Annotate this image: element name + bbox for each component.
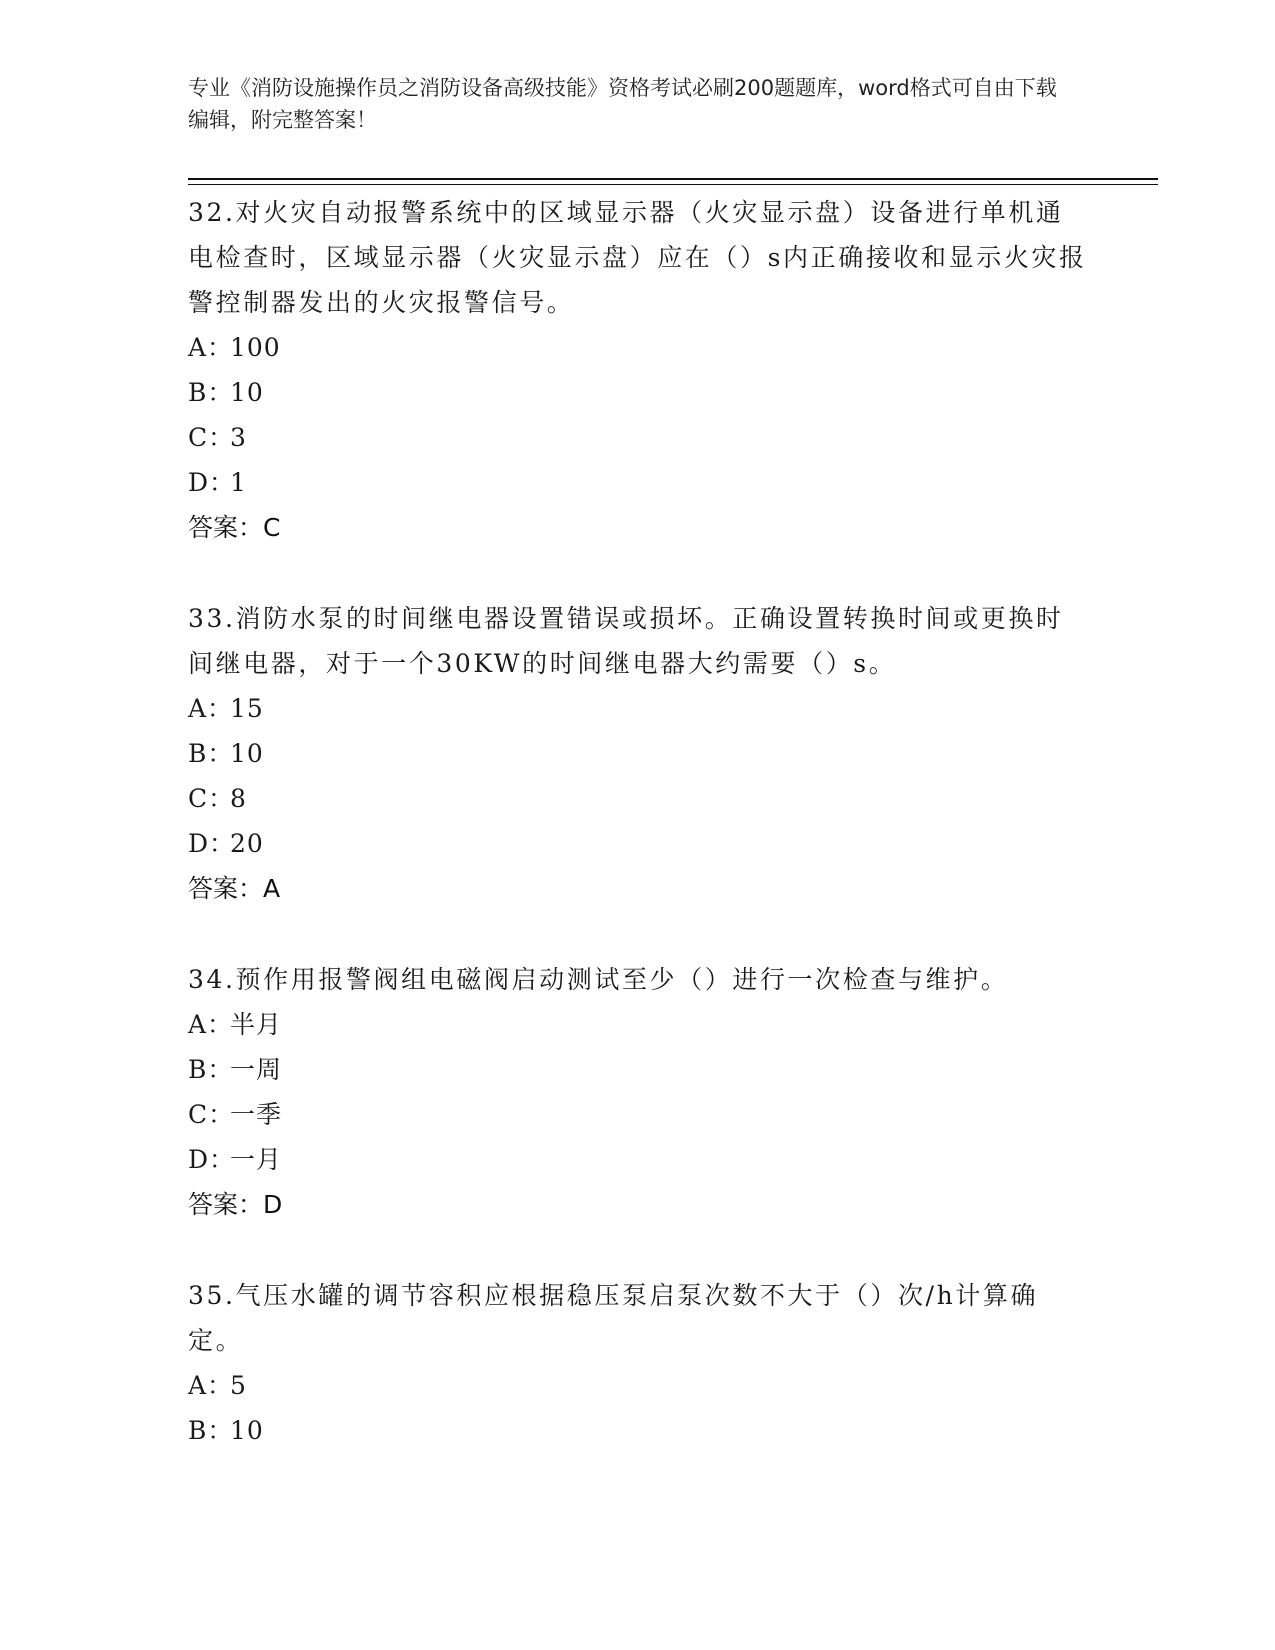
question-34 [188,957,1088,1227]
option-d [188,460,1088,505]
option-value: 8 [230,784,247,813]
answer-line: 答案：D [188,1190,283,1219]
option-value: 10 [230,739,264,768]
option-key: C： [188,784,235,813]
option-key: A： [188,1010,234,1039]
question-33 [188,596,1088,911]
answer-line: 答案：C [188,513,281,542]
option-key: B： [188,739,234,768]
option-key: A： [188,694,234,723]
option-value: 一周 [230,1055,283,1084]
option-value: 20 [230,829,264,858]
option-c [188,776,1088,821]
option-key: D： [188,468,236,497]
option-d [188,1137,1088,1182]
option-b [188,731,1088,776]
option-a [188,1002,1088,1047]
option-value: 10 [230,1416,264,1445]
option-key: B： [188,1055,234,1084]
question-32 [188,190,1088,550]
header-rule-thin [188,184,1158,185]
option-value: 100 [230,333,281,362]
option-key: D： [188,1145,236,1174]
option-a [188,1363,1088,1408]
option-key: B： [188,378,234,407]
question-list [188,190,1088,1453]
option-key: A： [188,333,234,362]
option-a [188,686,1088,731]
option-c [188,1092,1088,1137]
option-key: C： [188,1100,235,1129]
option-value: 一季 [230,1100,283,1129]
option-b [188,1408,1088,1453]
option-b [188,1047,1088,1092]
question-text: 35.气压水罐的调节容积应根据稳压泵启泵次数不大于（）次/h计算确定。 [188,1281,1039,1355]
question-gap [188,550,1088,596]
question-gap [188,911,1088,957]
option-key: D： [188,829,236,858]
question-text: 32.对火灾自动报警系统中的区域显示器（火灾显示盘）设备进行单机通电检查时，区域显示器（火灾显示盘）应在（）s内正确接收和显示火灾报警控制器发出的火灾报警信号。 [188,198,1087,317]
option-value: 15 [230,694,264,723]
option-value: 10 [230,378,264,407]
option-value: 1 [230,468,247,497]
option-a [188,325,1088,370]
document-header: 专业《消防设施操作员之消防设备高级技能》资格考试必刷200题题库，word格式可自由下载编辑，附完整答案！ [188,76,1057,132]
header-rule-thick [188,178,1158,180]
answer-line: 答案：A [188,874,281,903]
option-d [188,821,1088,866]
question-gap [188,1227,1088,1273]
option-key: A： [188,1371,234,1400]
option-key: C： [188,423,235,452]
option-value: 5 [230,1371,247,1400]
question-35 [188,1273,1088,1453]
question-text: 34.预作用报警阀组电磁阀启动测试至少（）进行一次检查与维护。 [188,965,1009,994]
option-value: 半月 [230,1010,283,1039]
option-value: 3 [230,423,247,452]
question-text: 33.消防水泵的时间继电器设置错误或损坏。正确设置转换时间或更换时间继电器，对于一个30KW的时间继电器大约需要（）s。 [188,604,1064,678]
option-c [188,415,1088,460]
option-b [188,370,1088,415]
option-key: B： [188,1416,234,1445]
option-value: 一月 [230,1145,283,1174]
